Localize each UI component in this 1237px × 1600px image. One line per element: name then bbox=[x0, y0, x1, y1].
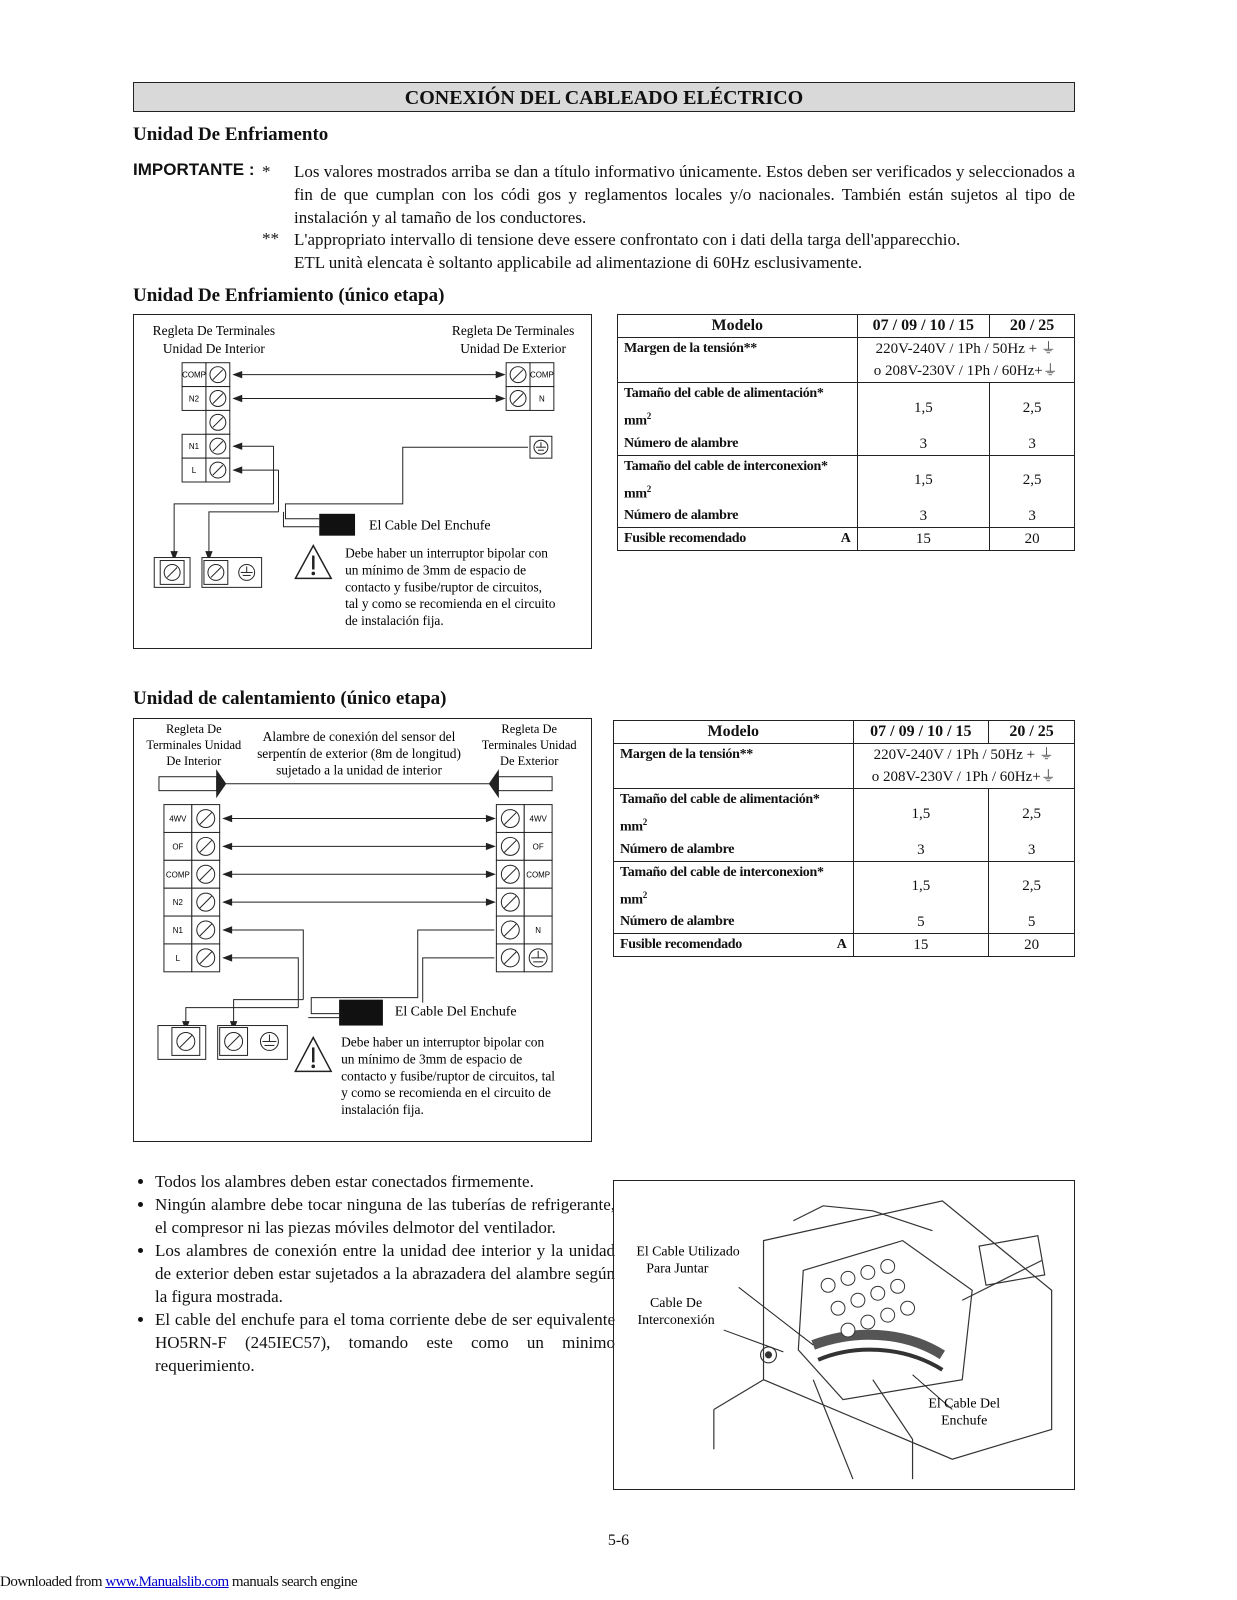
manualslib-link[interactable]: www.Manualslib.com bbox=[105, 1574, 229, 1590]
inter-cable-b: 2,5 bbox=[989, 861, 1075, 911]
outdoor-term-comp: COMP bbox=[530, 370, 554, 380]
indoor-term-comp: COMP bbox=[165, 870, 190, 880]
voltage-60hz: o 208V-230V / 1Ph / 60Hz+ bbox=[871, 769, 1041, 785]
outdoor-term-comp: COMP bbox=[526, 870, 551, 880]
outdoor-term-of: OF bbox=[532, 842, 544, 852]
power-cable-b: 2,5 bbox=[990, 383, 1075, 433]
warning-line-2: un mínimo de 3mm de espacio de bbox=[341, 1051, 523, 1067]
voltage-50hz: 220V-240V / 1Ph / 50Hz + bbox=[873, 747, 1036, 763]
cooling-wiring-diagram bbox=[133, 314, 592, 649]
interconnect-cable-label-2: Interconexión bbox=[637, 1313, 715, 1329]
download-footer bbox=[0, 1574, 357, 1591]
list-item: • Ningún alambre debe tocar ninguna de las tuberías de refrigerante, el compresor ni las piezas móviles delmotor del ventilador. bbox=[155, 1193, 615, 1239]
power-cable-b: 2,5 bbox=[989, 789, 1075, 839]
terminal-posts bbox=[821, 1259, 914, 1336]
warning-line-2: un mínimo de 3mm de espacio de bbox=[345, 562, 527, 578]
inter-cable-a: 1,5 bbox=[857, 455, 990, 505]
col-07-15: 07 / 09 / 10 / 15 bbox=[853, 721, 989, 744]
sensor-label-3: sujetado a la unidad de interior bbox=[276, 762, 442, 778]
indoor-term-l: L bbox=[191, 466, 197, 476]
inter-wires-a: 5 bbox=[853, 911, 989, 934]
inter-cable-b: 2,5 bbox=[990, 455, 1075, 505]
footer-prefix: Downloaded from bbox=[0, 1574, 106, 1590]
warning-line-3: contacto y fusibe/ruptor de circuitos, tal bbox=[341, 1068, 556, 1084]
wire-count-label: Número de alambre bbox=[618, 505, 858, 528]
voltage-label: Margen de la tensión** bbox=[618, 338, 858, 361]
indoor-terminal-block bbox=[182, 363, 230, 482]
voltage-label: Margen de la tensión** bbox=[614, 744, 854, 767]
warning-line-4: y como se recomienda en el circuito de bbox=[341, 1085, 551, 1101]
outdoor-board-label-1: Regleta De Terminales bbox=[451, 322, 575, 338]
note-2a: L'appropriato intervallo di tensione deve essere confrontato con i dati della targa dell'apparecchio. bbox=[294, 230, 961, 249]
fuse-label: Fusible recomendado bbox=[624, 531, 746, 547]
interconnect-cable-label-1: Cable De bbox=[650, 1296, 703, 1312]
sensor-label-1: Alambre de conexión del sensor del bbox=[262, 728, 456, 744]
page-title: CONEXIÓN DEL CABLEADO ELÉCTRICO bbox=[133, 82, 1075, 112]
inter-wires-b: 3 bbox=[990, 505, 1075, 528]
unit-drawing bbox=[714, 1201, 1052, 1479]
indoor-board-label-1: Regleta De Terminales bbox=[152, 322, 276, 338]
indoor-label-2: Terminales Unidad bbox=[146, 737, 242, 752]
indoor-term-n2: N2 bbox=[172, 898, 183, 908]
indoor-label-3: De Interior bbox=[166, 753, 222, 768]
section-heading: Unidad De Enfriamento bbox=[133, 124, 329, 145]
ground-icon: ⏚ bbox=[1040, 341, 1056, 357]
fuse-b: 20 bbox=[990, 528, 1075, 551]
power-wires-a: 3 bbox=[857, 433, 990, 456]
power-cable-label: Tamaño del cable de alimentación* mm bbox=[624, 386, 824, 429]
breaker-terminals bbox=[154, 558, 261, 588]
outdoor-term-n: N bbox=[539, 394, 545, 404]
indoor-term-l: L bbox=[175, 953, 181, 963]
outdoor-terminal-block bbox=[506, 363, 554, 458]
warning-icon bbox=[295, 1037, 331, 1071]
fuse-b: 20 bbox=[989, 934, 1075, 957]
warning-icon bbox=[295, 546, 331, 579]
joining-cable-label-2: Para Juntar bbox=[646, 1261, 709, 1277]
col-07-15: 07 / 09 / 10 / 15 bbox=[857, 315, 990, 338]
inter-cable-a: 1,5 bbox=[853, 861, 989, 911]
indoor-board-label-2: Unidad De Interior bbox=[162, 340, 265, 356]
sensor-label-2: serpentín de exterior (8m de longitud) bbox=[257, 745, 461, 761]
page-number: 5-6 bbox=[607, 1532, 630, 1549]
indoor-term-comp: COMP bbox=[182, 370, 206, 380]
indoor-terminal-block bbox=[164, 805, 220, 972]
indoor-term-n2: N2 bbox=[188, 394, 200, 404]
warning-line-3: contacto y fusibe/ruptor de circuitos, bbox=[345, 579, 543, 595]
wire-count-label: Número de alambre bbox=[614, 839, 854, 862]
inter-wires-a: 3 bbox=[857, 505, 990, 528]
power-cable-label: Tamaño del cable de alimentación* mm bbox=[620, 792, 820, 835]
ground-icon: ⏚ bbox=[1042, 363, 1058, 379]
fuse-label: Fusible recomendado bbox=[620, 937, 742, 953]
list-item: • Todos los alambres deben estar conectados firmemente. bbox=[155, 1170, 615, 1193]
warning-line-5: de instalación fija. bbox=[345, 613, 444, 629]
outdoor-term-4wv: 4WV bbox=[529, 814, 547, 824]
cable-clamp-illustration bbox=[613, 1180, 1075, 1490]
indoor-term-of: OF bbox=[172, 842, 184, 852]
fuse-a: 15 bbox=[853, 934, 989, 957]
note-2b: ETL unità elencata è soltanto applicabile ad alimentazione di 60Hz esclusivamente. bbox=[294, 253, 863, 272]
warning-line-1: Debe haber un interruptor bipolar con bbox=[341, 1034, 545, 1050]
plug-cable-block bbox=[319, 514, 355, 536]
outdoor-label-1: Regleta De bbox=[501, 721, 558, 736]
power-cable-a: 1,5 bbox=[853, 789, 989, 839]
wire-count-label: Número de alambre bbox=[614, 911, 854, 934]
note-1: Los valores mostrados arriba se dan a título informativo únicamente. Estos deben ser verificados y seleccionados a fin de que cumplan con los códi gos y reglamentos locales y/o nacionales. También están sujetos al tipo de instalación y al tamaño de los conductores. bbox=[294, 162, 1075, 227]
power-wires-a: 3 bbox=[853, 839, 989, 862]
voltage-60hz: o 208V-230V / 1Ph / 60Hz+ bbox=[873, 363, 1043, 379]
note-mark-1: * bbox=[262, 162, 271, 181]
heating-heading: Unidad de calentamiento (único etapa) bbox=[133, 688, 447, 709]
ground-icon: ⏚ bbox=[1040, 769, 1056, 785]
col-20-25: 20 / 25 bbox=[990, 315, 1075, 338]
breaker-terminals bbox=[158, 1026, 287, 1060]
fuse-a: 15 bbox=[857, 528, 990, 551]
plug-cable-label: El Cable Del Enchufe bbox=[394, 1004, 517, 1020]
inter-cable-label: Tamaño del cable de interconexion* mm bbox=[620, 864, 824, 908]
list-item: • El cable del enchufe para el toma corriente debe de ser equivalente HO5RN-F (245IEC57), tomando este como un minimo requerimiento. bbox=[155, 1308, 615, 1377]
cooling-spec-table: Modelo 07 / 09 / 10 / 15 20 / 25 Margen de la tensión** 220V-240V / 1Ph / 50Hz + ⏚ o 208V-230V / 1Ph / 60Hz+⏚ Tamaño del cable de alimentación* $mm^2$ 1,5 2,5 Número de alambre 3 3 Tamaño del cable de interconexion* $mm^2$ 1,5 2,5 Número de alambre 3 3 Fusible recomendado A 15 20 bbox=[617, 314, 1075, 551]
joining-cable-label-1: El Cable Utilizado bbox=[636, 1244, 740, 1260]
power-wires-b: 3 bbox=[990, 433, 1075, 456]
outdoor-terminal-block bbox=[496, 805, 552, 972]
outdoor-label-3: De Exterior bbox=[500, 753, 559, 768]
ground-icon: ⏚ bbox=[1038, 747, 1054, 763]
footer-suffix: manuals search engine bbox=[228, 1574, 358, 1590]
col-20-25: 20 / 25 bbox=[989, 721, 1075, 744]
col-model: Modelo bbox=[618, 315, 858, 338]
heating-wiring-diagram bbox=[133, 718, 592, 1142]
plug-cable-block bbox=[339, 1000, 383, 1026]
inter-wires-b: 5 bbox=[989, 911, 1075, 934]
wire-count-label: Número de alambre bbox=[618, 433, 858, 456]
power-wires-b: 3 bbox=[989, 839, 1075, 862]
fuse-unit: A bbox=[840, 531, 851, 547]
power-cable-a: 1,5 bbox=[857, 383, 990, 433]
fuse-unit: A bbox=[836, 937, 847, 953]
warning-line-4: tal y como se recomienda en el circuito bbox=[345, 596, 556, 612]
heating-spec-table: Modelo 07 / 09 / 10 / 15 20 / 25 Margen de la tensión** 220V-240V / 1Ph / 50Hz + ⏚ o 208V-230V / 1Ph / 60Hz+⏚ Tamaño del cable de alimentación* $mm^2$ 1,5 2,5 Número de alambre 3 3 Tamaño del cable de interconexion* $mm^2$ 1,5 2,5 Número de alambre 5 5 Fusible recomendado A 15 20 bbox=[613, 720, 1075, 957]
indoor-label-1: Regleta De bbox=[165, 721, 222, 736]
cooling-heading: Unidad De Enfriamiento (único etapa) bbox=[133, 285, 445, 306]
outdoor-term-n: N bbox=[535, 925, 542, 935]
inter-cable-label: Tamaño del cable de interconexion* mm bbox=[624, 458, 828, 502]
indoor-term-4wv: 4WV bbox=[169, 814, 187, 824]
heating-wires bbox=[183, 816, 495, 1030]
note-mark-2: ** bbox=[262, 229, 279, 248]
warning-line-5: instalación fija. bbox=[341, 1102, 424, 1118]
indoor-term-n1: N1 bbox=[188, 442, 200, 452]
warning-line-1: Debe haber un interruptor bipolar con bbox=[345, 545, 548, 561]
col-model: Modelo bbox=[614, 721, 854, 744]
indoor-term-n1: N1 bbox=[172, 925, 183, 935]
plug-cable-label: El Cable Del Enchufe bbox=[368, 518, 491, 534]
plug-cable-label-1: El Cable Del bbox=[928, 1396, 1001, 1412]
plug-cable-label-2: Enchufe bbox=[941, 1413, 988, 1429]
outdoor-board-label-2: Unidad De Exterior bbox=[460, 340, 566, 356]
notes-list bbox=[133, 1170, 615, 1377]
voltage-50hz: 220V-240V / 1Ph / 50Hz + bbox=[875, 341, 1038, 357]
list-item: • Los alambres de conexión entre la unidad dee interior y la unidad de exterior deben estar sujetados a la abrazadera del alambre según la figura mostrada. bbox=[155, 1239, 615, 1308]
important-label: IMPORTANTE : bbox=[133, 160, 255, 179]
outdoor-label-2: Terminales Unidad bbox=[481, 737, 577, 752]
